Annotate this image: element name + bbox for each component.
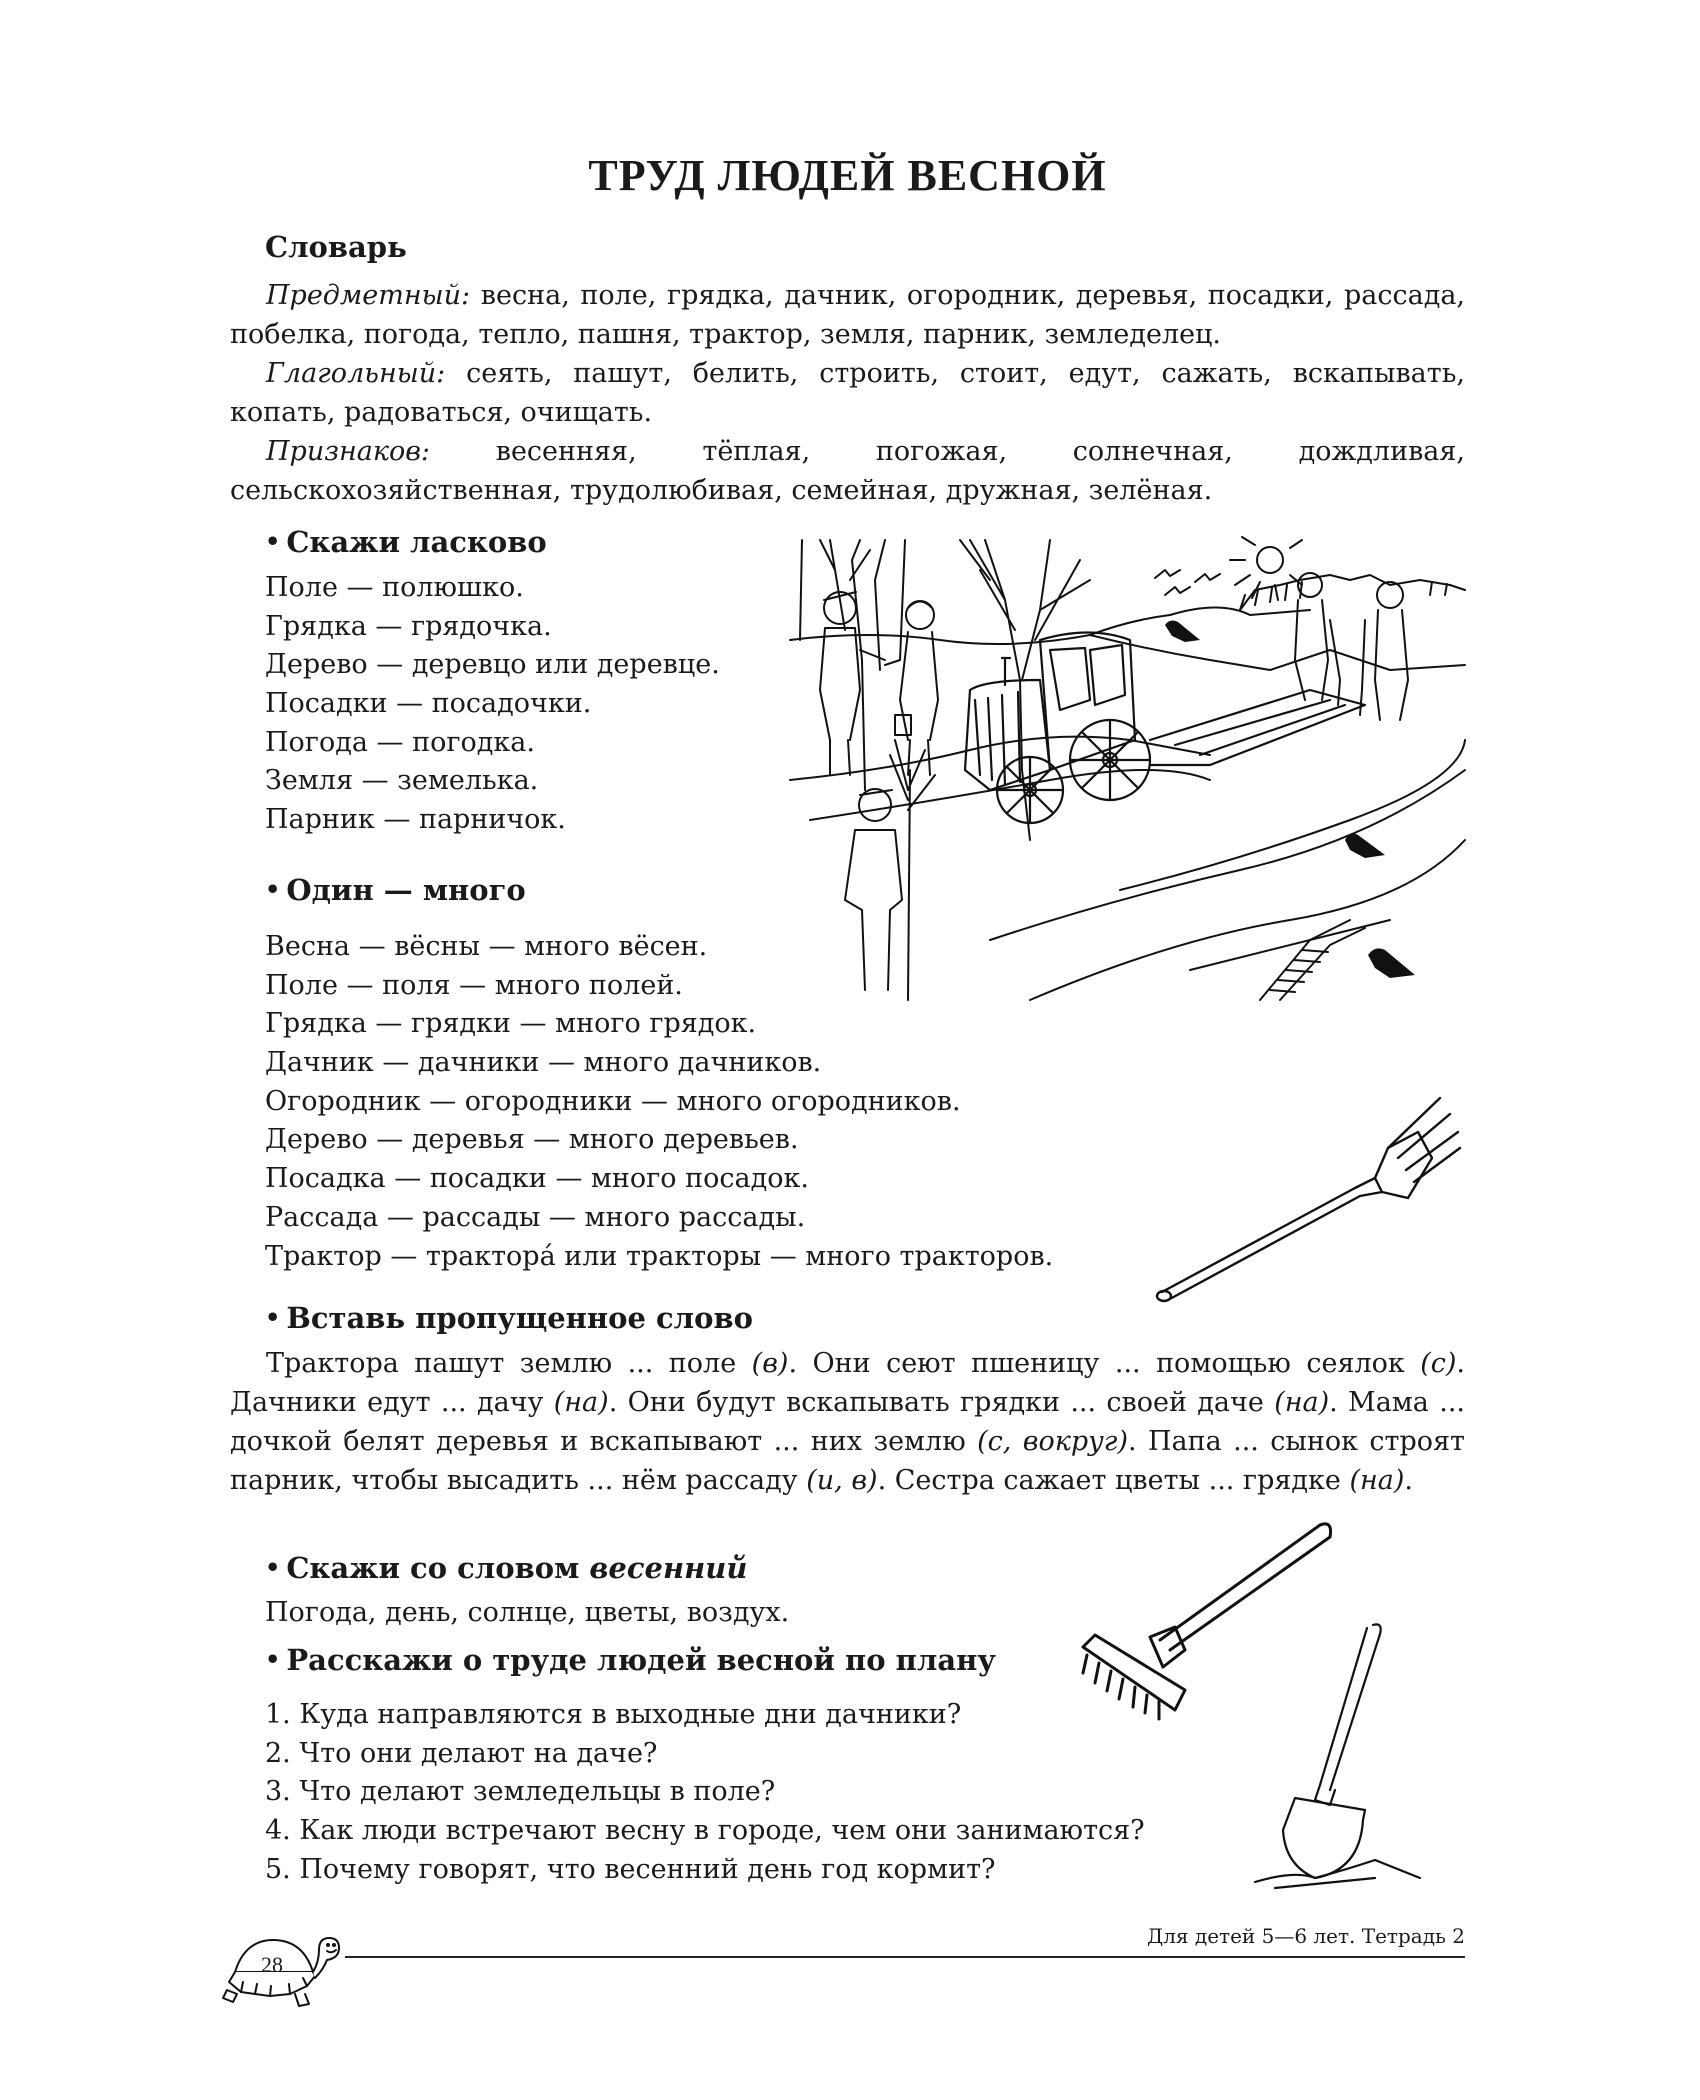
vocabulary-label: Признаков:	[266, 436, 431, 467]
plan-question: 2. Что они делают на даче?	[265, 1737, 658, 1769]
page-title: ТРУД ЛЮДЕЙ ВЕСНОЙ	[588, 151, 1107, 200]
vocabulary-text: весенняя, тёплая, погожая, солнечная, дождливая, сельскохозяйственная, трудолюбивая, семейная, дружная, зелёная.	[230, 436, 1465, 506]
hint-preposition: (на)	[1349, 1465, 1405, 1496]
vocabulary-label: Глагольный:	[266, 358, 446, 389]
paragraph-text: . Папа ... сынок строят парник, чтобы высадить ... нём рассаду	[230, 1426, 1465, 1496]
say-kindly-line: Грядка — грядочка.	[265, 610, 552, 642]
paragraph-text: . Сестра сажает цветы ... грядке	[877, 1465, 1350, 1496]
plan-heading	[265, 1641, 996, 1681]
say-kindly-line: Дерево — деревцо или деревце.	[265, 649, 720, 681]
bullet-icon: •	[265, 1303, 281, 1332]
plan-question: 4. Как люди встречают весну в городе, чем они занимаются?	[265, 1815, 1145, 1847]
say-kindly-heading	[265, 523, 547, 563]
people-digging-icon	[1295, 573, 1408, 720]
spring-word-heading-text: Скажи со словом	[286, 1551, 580, 1585]
one-many-line: Поле — поля — много полей.	[265, 969, 683, 1001]
spring-word-heading	[265, 1549, 747, 1589]
crow-icon	[1165, 621, 1415, 978]
plan-question: 5. Почему говорят, что весенний день год кормит?	[265, 1853, 996, 1885]
one-many-line: Трактор — тракторá или тракторы — много тракторов.	[265, 1240, 1054, 1272]
people-whitewashing-tree-icon	[820, 592, 938, 775]
vocabulary-text: весна, поле, грядка, дачник, огородник, деревья, посадки, рассада, побелка, погода, тепло, пашня, трактор, земля, парник, земледелец.	[230, 280, 1466, 350]
say-kindly-line: Земля — земелька.	[265, 765, 539, 797]
spring-word-text: Погода, день, солнце, цветы, воздух.	[265, 1597, 790, 1628]
one-many-line: Грядка — грядки — много грядок.	[265, 1008, 757, 1040]
paragraph-text: . Они будут вскапывать грядки ... своей даче	[608, 1387, 1275, 1418]
one-many-line: Рассада — рассады — много рассады.	[265, 1201, 806, 1233]
hint-preposition: (на)	[1274, 1387, 1330, 1418]
sun-icon	[1230, 537, 1302, 600]
bullet-icon: •	[265, 875, 281, 904]
paragraph-text: . Дачники едут ... дачу	[230, 1348, 1466, 1418]
spring-word-heading-italic: весенний	[589, 1551, 748, 1585]
paragraph-text: Трактора пашут землю ... поле	[266, 1348, 752, 1379]
say-kindly-line: Погода — погодка.	[265, 726, 535, 758]
paragraph-text: . Мама ... дочкой белят деревья и вскапывают ... них землю	[230, 1387, 1465, 1457]
footer-divider	[345, 1956, 1465, 1958]
footer-text: Для детей 5—6 лет. Тетрадь 2	[1146, 1924, 1465, 1948]
say-kindly-line: Посадки — посадочки.	[265, 688, 592, 720]
hint-preposition: (с, вокруг)	[977, 1426, 1128, 1457]
say-kindly-list	[265, 569, 720, 840]
birds-icon	[1155, 570, 1220, 595]
say-kindly-line: Поле — полюшко.	[265, 572, 524, 603]
bullet-icon: •	[265, 527, 281, 556]
person-with-sapling-icon	[845, 740, 935, 1000]
vocabulary-heading: Словарь	[265, 230, 407, 264]
trees-icon	[800, 540, 1090, 840]
bullet-icon: •	[265, 1553, 281, 1582]
page-number: 28	[261, 1952, 283, 1977]
shovel-icon	[1255, 1620, 1455, 1900]
one-many-line: Огородник — огородники — много огородников.	[265, 1085, 961, 1117]
one-many-line: Посадка — посадки — много посадок.	[265, 1163, 809, 1195]
plan-question: 3. Что делают земледельцы в поле?	[265, 1776, 776, 1808]
one-many-line: Дачник — дачники — много дачников.	[265, 1047, 822, 1079]
plan-heading-text: Расскажи о труде людей весной по плану	[286, 1643, 996, 1677]
vocabulary-item-nouns	[230, 276, 1465, 354]
say-kindly-line: Парник — парничок.	[265, 804, 566, 836]
tractor-icon	[965, 633, 1365, 824]
insert-word-paragraph	[230, 1344, 1465, 1500]
one-many-heading-text: Один — много	[286, 873, 526, 907]
vocabulary-item-adjectives	[230, 432, 1465, 510]
say-kindly-heading-text: Скажи ласково	[286, 525, 547, 559]
hint-preposition: (в)	[751, 1348, 789, 1379]
bullet-icon: •	[265, 1645, 281, 1674]
vocabulary-text: сеять, пашут, белить, строить, стоит, едут, сажать, вскапывать, копать, радоваться, очищать.	[230, 358, 1465, 428]
plan-questions	[265, 1696, 1145, 1889]
one-many-line: Дерево — деревья — много деревьев.	[265, 1124, 799, 1156]
paragraph-text: . Они сеют пшеницу ... помощью сеялок	[788, 1348, 1421, 1379]
pitchfork-icon	[1150, 1070, 1470, 1300]
vocabulary-label: Предметный:	[266, 280, 471, 311]
spring-scene-illustration	[790, 540, 1465, 1000]
paragraph-text: .	[1404, 1465, 1414, 1496]
vocabulary-item-verbs	[230, 354, 1465, 432]
insert-word-heading-text: Вставь пропущенное слово	[286, 1301, 753, 1335]
hint-preposition: (с)	[1420, 1348, 1457, 1379]
hint-preposition: (и, в)	[806, 1465, 878, 1496]
hint-preposition: (на)	[553, 1387, 609, 1418]
plan-question: 1. Куда направляются в выходные дни дачники?	[265, 1699, 962, 1730]
one-many-line: Весна — вёсны — много вёсен.	[265, 931, 708, 962]
vocabulary-block	[230, 276, 1465, 510]
one-many-heading	[265, 871, 526, 911]
insert-word-heading	[265, 1299, 753, 1339]
